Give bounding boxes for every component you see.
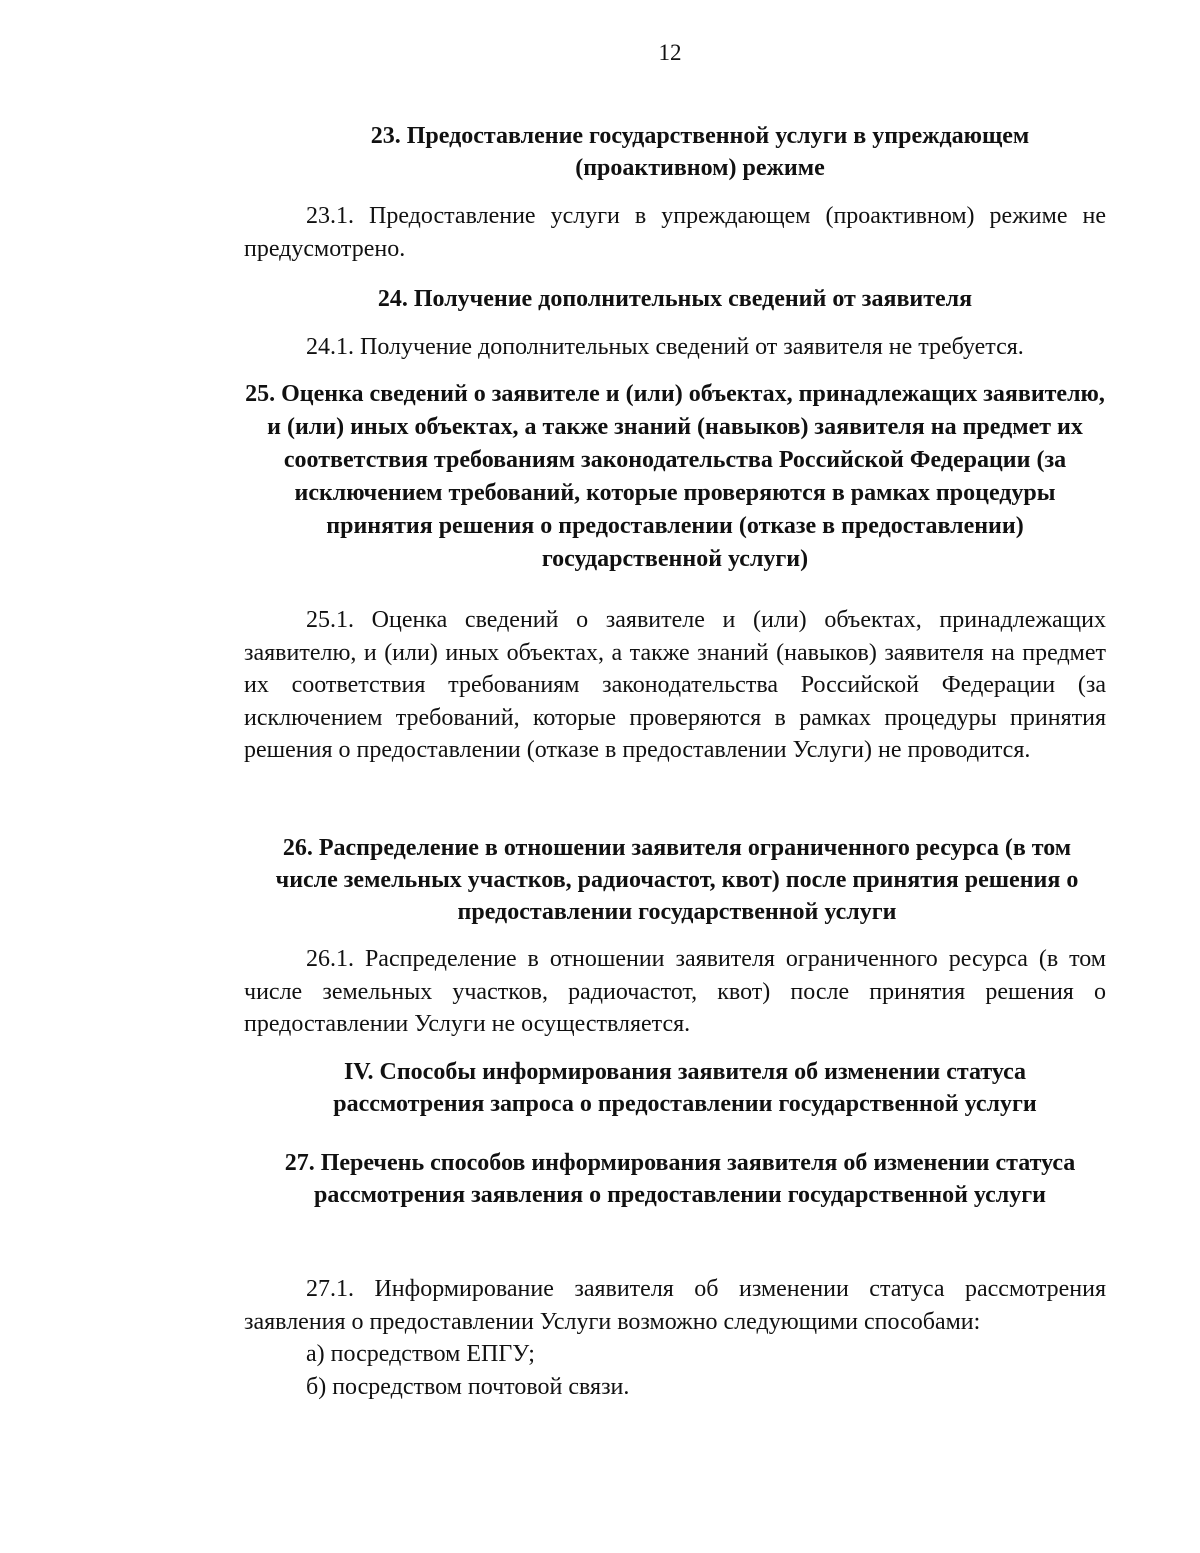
section-24-body: [244, 331, 1106, 364]
section-26-heading: 26. Распределение в отношении заявителя ограниченного ресурса (в том числе земельных участков, радиочастот, квот) после принятия решения о предоставлении государственной услуги: [275, 835, 1079, 925]
section-26-heading-block: [262, 832, 1092, 928]
section-27-item-a: а) посредством ЕПГУ;: [306, 1341, 535, 1367]
section-27-item-b: б) посредством почтовой связи.: [306, 1374, 630, 1400]
part-4-heading-block: [290, 1056, 1080, 1120]
section-23-paragraph: 23.1. Предоставление услуги в упреждающем (проактивном) режиме не предусмотрено.: [244, 203, 1106, 262]
section-27-heading: 27. Перечень способов информирования заявителя об изменении статуса рассмотрения заявления о предоставлении государственной услуги: [284, 1150, 1076, 1208]
section-23-heading-block: [330, 120, 1070, 184]
section-26-paragraph: 26.1. Распределение в отношении заявителя ограниченного ресурса (в том числе земельных участков, радиочастот, квот) после принятия решения о предоставлении Услуги не осуществляется.: [244, 946, 1106, 1037]
section-25-body: [244, 604, 1106, 767]
page-number: 12: [658, 40, 682, 65]
section-24-heading-block: [244, 283, 1106, 315]
section-25-paragraph: 25.1. Оценка сведений о заявителе и (или) объектах, принадлежащих заявителю, и (или) иных объектах, а также знаний (навыков) заявителя на предмет их соответствия требованиям законодательства Российской Федерации (за исключением требований, которые проверяются в рамках процедуры принятия решения о предоставлении (отказе в предоставлении Услуги) не проводится.: [244, 607, 1106, 763]
section-23-heading: 23. Предоставление государственной услуги в упреждающем (проактивном) режиме: [370, 123, 1030, 181]
section-24-paragraph: 24.1. Получение дополнительных сведений от заявителя не требуется.: [306, 334, 1024, 360]
section-27-body: [244, 1273, 1106, 1404]
part-4-heading: IV. Способы информирования заявителя об изменении статуса рассмотрения запроса о предоставлении государственной услуги: [333, 1059, 1037, 1117]
section-24-heading: 24. Получение дополнительных сведений от заявителя: [377, 286, 973, 312]
section-27-paragraph: 27.1. Информирование заявителя об изменении статуса рассмотрения заявления о предоставлении Услуги возможно следующими способами:: [244, 1276, 1106, 1335]
section-26-body: [244, 943, 1106, 1041]
section-25-heading: 25. Оценка сведений о заявителе и (или) объектах, принадлежащих заявителю, и (или) иных объектах, а также знаний (навыков) заявителя на предмет их соответствия требованиям законодательства Российской Федерации (за исключением требований, которые проверяются в рамках процедуры принятия решения о предоставлении (отказе в предоставлении) государственной услуги): [245, 381, 1105, 572]
section-25-heading-block: [244, 378, 1106, 576]
section-23-body: [244, 200, 1106, 265]
section-27-heading-block: [275, 1147, 1085, 1211]
